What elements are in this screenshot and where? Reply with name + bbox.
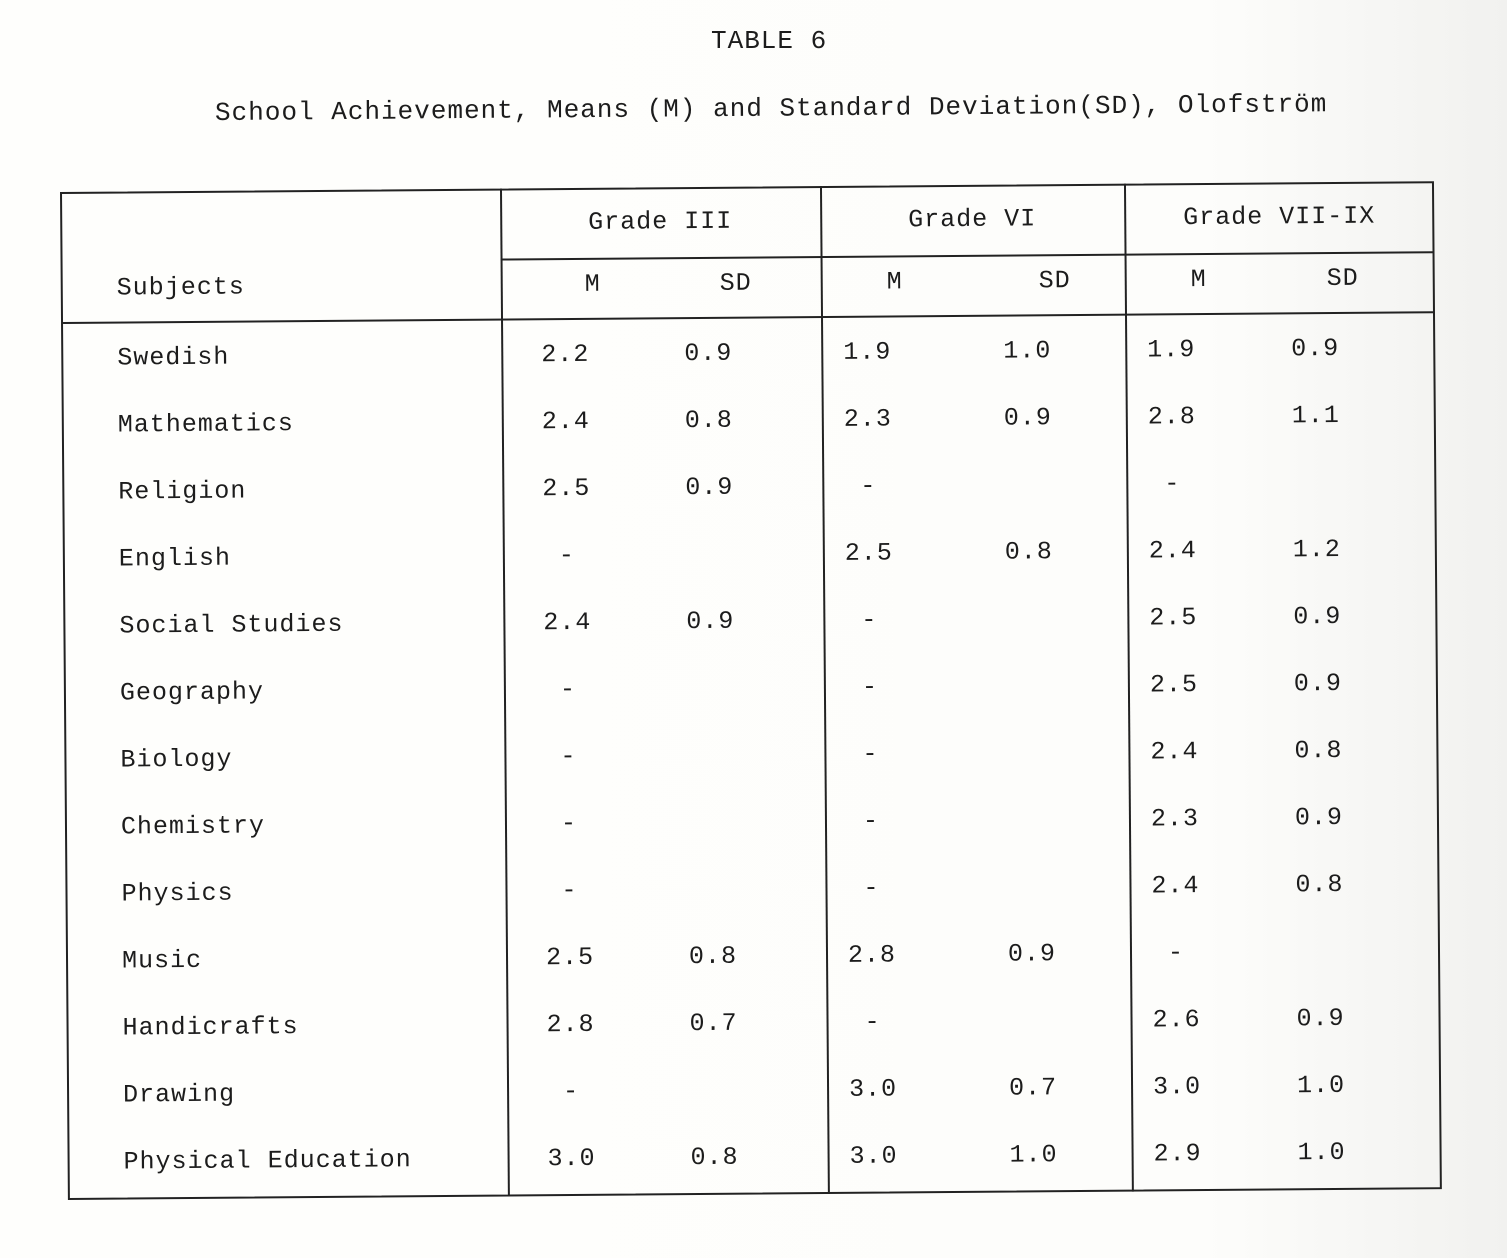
- mean-cell: 1.9: [1147, 335, 1196, 365]
- sd-cell: [991, 805, 1071, 806]
- sd-cell: [988, 470, 1068, 471]
- mean-cell: 2.4: [1148, 536, 1197, 566]
- mean-cell: -: [1164, 469, 1181, 499]
- sub-header-m: M: [886, 267, 903, 297]
- group-header-grade-iii: Grade III: [588, 206, 733, 237]
- mean-cell: -: [560, 741, 577, 772]
- achievement-table: [60, 181, 1442, 1200]
- sd-cell: [1280, 937, 1360, 938]
- mean-cell: 3.0: [848, 1074, 898, 1104]
- column-divider-grade-iii: [500, 189, 510, 1197]
- row-subject: Biology: [120, 744, 233, 775]
- mean-cell: 2.8: [1147, 402, 1196, 432]
- sd-cell: [671, 741, 751, 742]
- mean-cell: 2.9: [1153, 1139, 1202, 1169]
- sd-cell: 0.9: [686, 606, 735, 637]
- sub-header-sd: SD: [1326, 263, 1359, 294]
- sd-cell: 0.9: [685, 472, 734, 503]
- sd-cell: 1.2: [1292, 534, 1341, 565]
- sd-cell: 0.8: [1295, 869, 1344, 900]
- row-subject: Physics: [121, 878, 234, 909]
- mean-cell: -: [559, 674, 577, 705]
- sd-cell: 0.7: [689, 1008, 738, 1039]
- sd-cell: 0.9: [1007, 939, 1057, 969]
- row-subject: Drawing: [122, 1079, 236, 1110]
- mean-cell: 3.0: [547, 1143, 596, 1174]
- sd-cell: 0.9: [684, 338, 733, 369]
- mean-cell: 2.3: [1150, 804, 1200, 834]
- sd-cell: [990, 738, 1070, 739]
- subjects-header: Subjects: [116, 272, 245, 303]
- mean-cell: 2.3: [843, 404, 892, 434]
- mean-cell: -: [862, 739, 879, 769]
- mean-cell: 2.5: [844, 538, 893, 568]
- sd-cell: 0.8: [1004, 537, 1053, 567]
- sd-cell: [992, 1006, 1072, 1007]
- mean-cell: -: [561, 875, 578, 906]
- sd-cell: [989, 604, 1069, 605]
- row-subject: Religion: [118, 476, 247, 507]
- table-title: School Achievement, Means (M) and Standard Deviation(SD), Olofström: [214, 89, 1328, 128]
- sd-cell: 0.9: [1003, 403, 1052, 433]
- table-label: TABLE 6: [711, 26, 828, 56]
- sub-header-sd: SD: [1038, 266, 1071, 296]
- row-subject: Chemistry: [120, 811, 266, 842]
- header-bottom-rule: [63, 311, 1433, 324]
- sub-header-m: M: [1190, 264, 1207, 295]
- sub-header-sd: SD: [719, 268, 752, 298]
- sd-cell: [672, 808, 752, 809]
- sd-cell: [674, 1076, 754, 1077]
- sd-cell: [672, 875, 752, 876]
- mean-cell: -: [862, 806, 880, 836]
- mean-cell: -: [1167, 938, 1185, 968]
- sd-cell: 0.8: [684, 405, 733, 436]
- mean-cell: 1.9: [843, 337, 892, 367]
- mean-cell: 3.0: [1152, 1072, 1202, 1102]
- sd-cell: 0.9: [1291, 333, 1340, 364]
- sd-cell: 0.8: [690, 1142, 739, 1173]
- row-subject: Social Studies: [119, 609, 344, 641]
- grade-header-rule: [501, 251, 1433, 260]
- sub-header-m: M: [584, 269, 601, 299]
- sd-cell: 0.9: [1296, 1003, 1345, 1034]
- mean-cell: -: [864, 1007, 881, 1037]
- sd-cell: 1.0: [1009, 1140, 1058, 1170]
- mean-cell: -: [562, 1076, 580, 1107]
- row-subject: English: [118, 543, 232, 574]
- sd-cell: 1.0: [1296, 1070, 1346, 1101]
- sd-cell: 1.0: [1297, 1137, 1346, 1168]
- mean-cell: 2.5: [542, 473, 591, 504]
- sd-cell: 0.7: [1008, 1073, 1058, 1103]
- mean-cell: 2.5: [1149, 603, 1198, 633]
- mean-cell: 2.4: [1150, 737, 1199, 767]
- sd-cell: [1276, 468, 1356, 469]
- sd-cell: 1.1: [1291, 400, 1340, 431]
- sd-cell: 0.8: [688, 941, 738, 972]
- mean-cell: 3.0: [849, 1141, 898, 1171]
- row-subject: Mathematics: [117, 409, 294, 440]
- mean-cell: 2.5: [1149, 670, 1199, 700]
- row-subject: Geography: [119, 677, 265, 708]
- mean-cell: 2.4: [1151, 871, 1200, 901]
- mean-cell: 2.4: [541, 406, 590, 437]
- mean-cell: -: [860, 471, 877, 501]
- mean-cell: 2.5: [545, 942, 595, 973]
- row-subject: Handicrafts: [122, 1012, 299, 1043]
- sd-cell: [671, 674, 751, 675]
- mean-cell: 2.6: [1152, 1005, 1201, 1035]
- sd-cell: 1.0: [1003, 336, 1052, 366]
- sd-cell: 0.9: [1293, 601, 1342, 632]
- sd-cell: [990, 671, 1070, 672]
- sd-cell: [991, 872, 1071, 873]
- sd-cell: 0.9: [1293, 668, 1343, 699]
- row-subject: Swedish: [117, 342, 230, 373]
- sd-cell: 0.8: [1294, 735, 1343, 766]
- sd-cell: [670, 540, 750, 541]
- group-header-grade-vi: Grade VI: [908, 204, 1037, 235]
- sd-cell: 0.9: [1294, 802, 1344, 833]
- mean-cell: -: [558, 540, 575, 571]
- mean-cell: -: [863, 873, 880, 903]
- mean-cell: 2.8: [546, 1009, 595, 1040]
- mean-cell: 2.4: [543, 607, 592, 638]
- row-subject: Physical Education: [123, 1145, 412, 1177]
- row-subject: Music: [121, 945, 203, 976]
- mean-cell: -: [861, 605, 878, 635]
- mean-cell: 2.8: [847, 940, 897, 970]
- mean-cell: 2.2: [541, 339, 590, 370]
- group-header-grade-vii-ix: Grade VII-IX: [1183, 201, 1376, 233]
- mean-cell: -: [861, 672, 879, 702]
- mean-cell: -: [560, 808, 578, 839]
